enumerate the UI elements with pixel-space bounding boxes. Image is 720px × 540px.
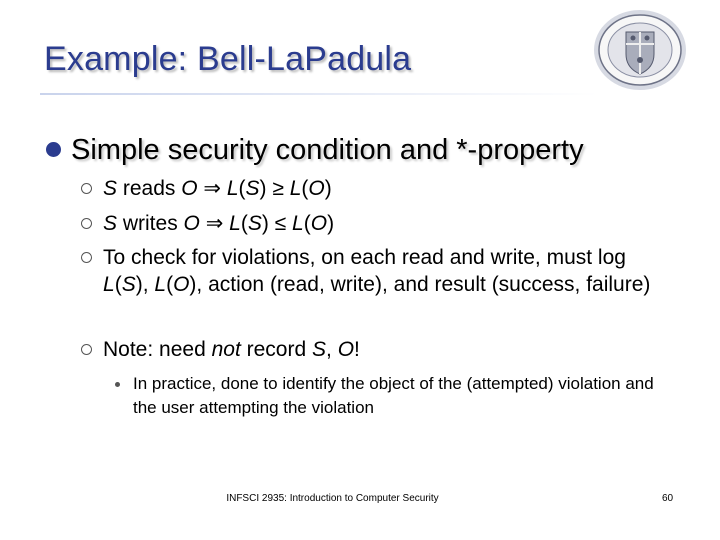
italic-text: O	[183, 212, 200, 235]
italic-text: L	[226, 177, 239, 200]
text-run: Note: need	[103, 338, 212, 361]
italic-text: not	[211, 338, 241, 361]
title-divider	[40, 93, 598, 95]
italic-text: L	[154, 273, 167, 296]
text-run: ⇒	[199, 212, 230, 235]
italic-text: S	[312, 338, 327, 361]
italic-text: S	[121, 273, 136, 296]
italic-text: S	[245, 177, 260, 200]
italic-text: L	[292, 212, 304, 235]
italic-text: O	[337, 338, 355, 361]
italic-text: S	[103, 212, 118, 235]
page-number: 60	[662, 493, 674, 504]
list-item-text	[103, 336, 673, 363]
text-run: (	[240, 212, 248, 235]
text-run: (	[238, 177, 246, 200]
text-run: writes	[117, 212, 184, 235]
dot-bullet-icon	[115, 382, 120, 387]
italic-text: O	[181, 177, 198, 200]
text-run: ),	[135, 273, 155, 296]
list-item-text	[103, 210, 673, 237]
text-run: (	[166, 273, 174, 296]
text-run: (	[303, 212, 311, 235]
text-run: !	[354, 338, 360, 361]
text-run: To check for violations, on each read and write, must log	[103, 246, 626, 269]
ring-bullet-icon	[81, 183, 92, 194]
bullet-level1-text: Simple security condition and *-property	[71, 134, 584, 166]
list-item-text	[103, 175, 673, 202]
italic-text: L	[229, 212, 241, 235]
bullet-level1	[46, 134, 584, 167]
slide-footer: INFSCI 2935: Introduction to Computer Security	[226, 493, 439, 504]
text-run: ,	[326, 338, 338, 361]
italic-text: O	[310, 212, 328, 235]
university-seal-icon	[592, 8, 688, 92]
text-run: )	[327, 212, 335, 235]
italic-text: L	[289, 177, 302, 200]
italic-text: L	[103, 273, 115, 296]
text-run: ) ≤	[261, 212, 293, 235]
text-run: record	[240, 338, 312, 361]
italic-text: S	[247, 212, 262, 235]
text-run: ), action (read, write), and result (success, failure)	[189, 273, 651, 296]
italic-text: O	[308, 177, 325, 200]
text-run: (	[301, 177, 309, 200]
text-run: reads	[117, 177, 182, 200]
ring-bullet-icon	[81, 252, 92, 263]
italic-text: S	[103, 177, 118, 200]
ring-bullet-icon	[81, 344, 92, 355]
text-run: ) ≥	[259, 177, 290, 200]
round-bullet-icon	[46, 142, 61, 157]
sub-list-item-text: In practice, done to identify the object of the (attempted) violation and the user attempting the violation	[133, 374, 654, 417]
text-run: (	[114, 273, 122, 296]
text-run: ⇒	[197, 177, 227, 200]
slide-title: Example: Bell-LaPadula	[44, 40, 412, 78]
ring-bullet-icon	[81, 218, 92, 229]
italic-text: O	[173, 273, 190, 296]
list-item-text	[103, 244, 673, 298]
text-run: )	[324, 177, 332, 200]
